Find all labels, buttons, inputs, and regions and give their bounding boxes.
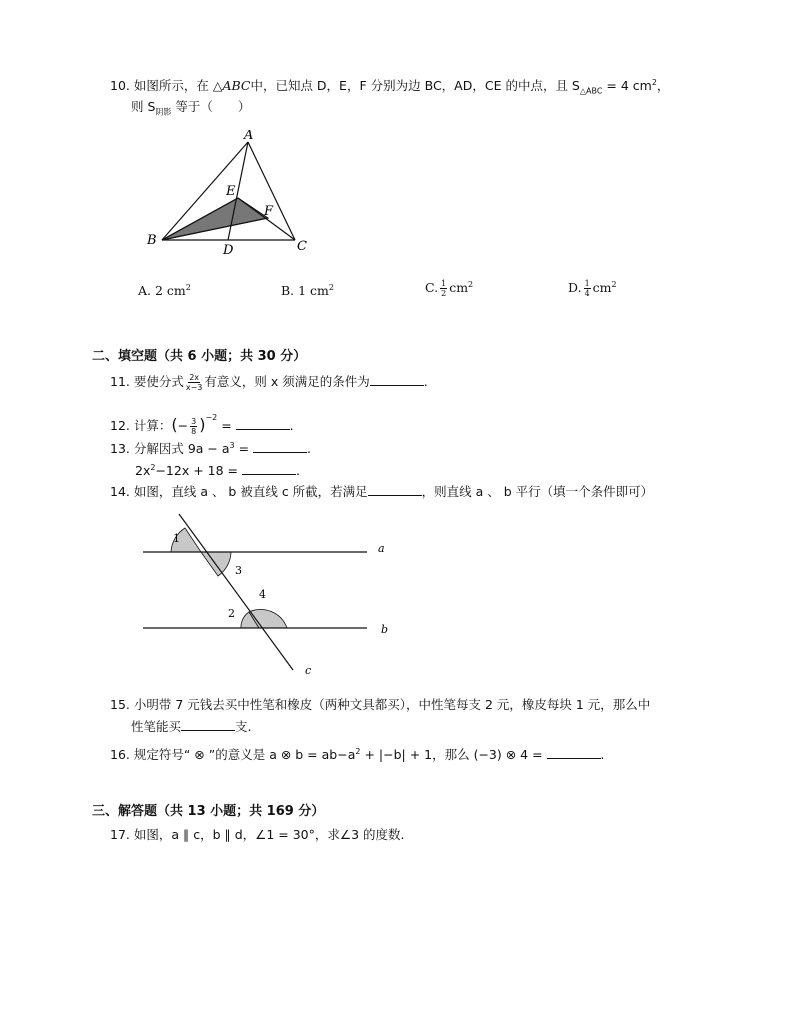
label-F: F	[264, 204, 274, 219]
q13-line2: $2x^2-12x + 18$ = .	[135, 463, 300, 479]
side-AC	[248, 142, 295, 240]
section-2-heading: 二、填空题（共 6 小题；共 30 分）	[92, 349, 307, 364]
section-3-heading: 三、解答题（共 13 小题；共 169 分）	[92, 804, 325, 819]
q10-option-d[interactable]: D. $\frac{1}{4}$ $cm^2$	[568, 279, 617, 298]
line-c	[179, 514, 293, 670]
label-D: D	[223, 243, 234, 258]
q13-answer-blank-1[interactable]	[253, 440, 307, 453]
angle-label-1: 1	[173, 532, 180, 545]
q15-answer-blank[interactable]	[181, 718, 235, 731]
label-A: A	[244, 130, 254, 143]
q15-line1: 15. 小明带 7 元钱去买中性笔和橡皮（两种文具都买），中性笔每支 2 元，橡皮每块 1 元，那么中	[110, 697, 651, 712]
label-B: B	[147, 233, 157, 248]
q14-parallel-lines-figure	[135, 508, 405, 683]
q16: 16. 规定符号“ ⊗ ”的意义是 a ⊗ $b = ab-a^2 + |-b| + 1$，那么 (−3) ⊗ 4 = .	[110, 747, 605, 763]
q10-triangle-figure	[140, 130, 320, 260]
q14: 14. 如图，直线 a 、 b 被直线 c 所截，若满足 ，则直线 a 、 b 平行（填一个条件即可）	[110, 484, 654, 499]
q10-option-a[interactable]: A. 2 $cm^2$	[138, 283, 191, 299]
angle-label-3: 3	[235, 564, 242, 577]
angle-label-4: 4	[259, 588, 266, 601]
label-C: C	[297, 239, 307, 254]
q10-line2: 则 $S_{阴影}$ 等于（ ）	[131, 99, 251, 117]
label-E: E	[226, 184, 236, 199]
line-label-a: a	[378, 542, 385, 555]
line-label-c: c	[305, 664, 312, 677]
q12-answer-blank[interactable]	[236, 417, 290, 430]
angle-label-2: 2	[228, 607, 235, 620]
q10-option-b[interactable]: B. 1 $cm^2$	[281, 283, 335, 299]
shaded-region	[162, 198, 268, 240]
q13: 13. 分解因式 $9a - a^3$ = .	[110, 441, 312, 457]
line-label-b: b	[381, 623, 389, 636]
q15-line2: 性笔能买 支.	[131, 719, 252, 734]
q10-line1: 10. 如图所示，在 △ABC中，已知点 D，E，F 分别为边 BC，AD，CE 的中点，且 $S_{\triangle ABC} = 4$ $cm^2$，	[110, 78, 670, 96]
q14-answer-blank[interactable]	[368, 483, 422, 496]
q16-answer-blank[interactable]	[547, 746, 601, 759]
q11-answer-blank[interactable]	[370, 373, 424, 386]
q12: 12. 计算：(− $\frac{3}{8}$ )$^{-2}$ = .	[110, 413, 294, 436]
q10-option-c[interactable]: C. $\frac{1}{2}$ $cm^2$	[425, 279, 474, 298]
q11: 11. 要使分式 $\frac{2x}{x-3}$ 有意义，则 x 须满足的条件为 .	[110, 373, 428, 392]
q17: 17. 如图，a ∥ c，b ∥ d，∠1 = 30°，求∠3 的度数.	[110, 827, 405, 842]
q13-answer-blank-2[interactable]	[242, 462, 296, 475]
